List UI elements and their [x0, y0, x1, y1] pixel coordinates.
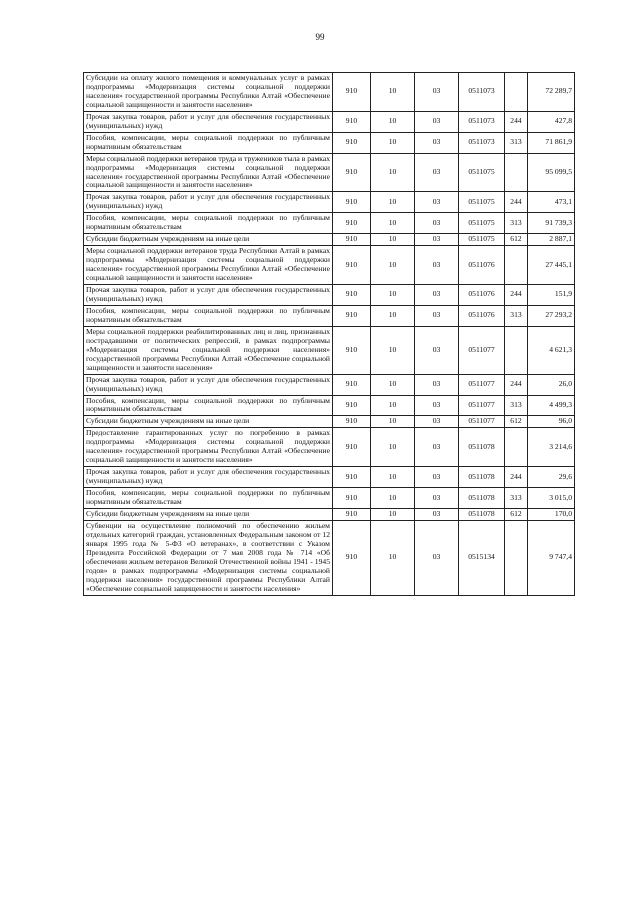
section-code-cell: 10	[371, 285, 415, 306]
target-article-cell: 0511076	[459, 246, 505, 285]
ministry-code-cell: 910	[333, 111, 371, 132]
row-name-cell: Меры социальной поддержки ветеранов труда и тружеников тыла в рамках подпрограммы «Модернизация системы социальной поддержки населения» государственной программы Республики Алтай «Обеспечение социальной защищенности и занятости населения»	[84, 153, 333, 192]
row-name-cell: Пособия, компенсации, меры социальной поддержки по публичным нормативным обязательствам	[84, 305, 333, 326]
target-article-cell: 0511075	[459, 213, 505, 234]
row-name-cell: Субвенции на осуществление полномочий по обеспечению жильем отдельных категорий граждан, установленных Федеральным законом от 12 января 1995 года № 5-ФЗ «О ветеранах», в соответствии с Указом Президента Российской Федерации от 7 мая 2008 года № 714 «Об обеспечении жильем ветеранов Великой Отечественной войны 1941 - 1945 годов» в рамках подпрограммы «Модернизация системы социальной поддержки населения» государственной программы Республики Алтай «Обеспечение социальной защищенности и занятости населения»	[84, 520, 333, 595]
subsection-code-cell: 03	[415, 467, 459, 488]
expense-type-cell: 313	[505, 488, 528, 509]
row-name-cell: Прочая закупка товаров, работ и услуг для обеспечения государственных (муниципальных) нужд	[84, 192, 333, 213]
section-code-cell: 10	[371, 246, 415, 285]
section-code-cell: 10	[371, 73, 415, 112]
amount-cell: 91 739,3	[528, 213, 575, 234]
amount-cell: 473,1	[528, 192, 575, 213]
target-article-cell: 0511077	[459, 395, 505, 416]
table-row	[84, 153, 575, 192]
ministry-code-cell: 910	[333, 192, 371, 213]
target-article-cell: 0511073	[459, 132, 505, 153]
table-row	[84, 428, 575, 467]
section-code-cell: 10	[371, 428, 415, 467]
target-article-cell: 0511077	[459, 374, 505, 395]
ministry-code-cell: 910	[333, 395, 371, 416]
amount-cell: 71 861,9	[528, 132, 575, 153]
subsection-code-cell: 03	[415, 111, 459, 132]
section-code-cell: 10	[371, 192, 415, 213]
amount-cell: 427,8	[528, 111, 575, 132]
section-code-cell: 10	[371, 488, 415, 509]
section-code-cell: 10	[371, 508, 415, 520]
ministry-code-cell: 910	[333, 326, 371, 374]
table-row	[84, 508, 575, 520]
subsection-code-cell: 03	[415, 285, 459, 306]
target-article-cell: 0511076	[459, 285, 505, 306]
subsection-code-cell: 03	[415, 192, 459, 213]
subsection-code-cell: 03	[415, 395, 459, 416]
table-row	[84, 305, 575, 326]
subsection-code-cell: 03	[415, 326, 459, 374]
row-name-cell: Предоставление гарантированных услуг по погребению в рамках подпрограммы «Модернизация системы социальной поддержки населения» государственной программы Республики Алтай «Обеспечение социальной защищенности и занятости населения»	[84, 428, 333, 467]
subsection-code-cell: 03	[415, 73, 459, 112]
row-name-cell: Субсидии бюджетным учреждениям на иные цели	[84, 234, 333, 246]
target-article-cell: 0511075	[459, 153, 505, 192]
row-name-cell: Меры социальной поддержки реабилитированных лиц и лиц, признанных пострадавшими от политических репрессий, в рамках подпрограммы «Модернизация системы социальной поддержки населения» государственной программы Республики Алтай «Обеспечение социальной защищенности и занятости населения»	[84, 326, 333, 374]
expense-type-cell: 244	[505, 467, 528, 488]
target-article-cell: 0511075	[459, 192, 505, 213]
row-name-cell: Прочая закупка товаров, работ и услуг для обеспечения государственных (муниципальных) нужд	[84, 467, 333, 488]
amount-cell: 9 747,4	[528, 520, 575, 595]
subsection-code-cell: 03	[415, 132, 459, 153]
target-article-cell: 0511073	[459, 73, 505, 112]
row-name-cell: Субсидии бюджетным учреждениям на иные цели	[84, 508, 333, 520]
expense-type-cell: 244	[505, 111, 528, 132]
subsection-code-cell: 03	[415, 488, 459, 509]
target-article-cell: 0511076	[459, 305, 505, 326]
expense-type-cell: 244	[505, 285, 528, 306]
target-article-cell: 0515134	[459, 520, 505, 595]
expense-type-cell: 612	[505, 508, 528, 520]
row-name-cell: Меры социальной поддержки ветеранов труда Республики Алтай в рамках подпрограммы «Модернизация системы социальной поддержки населения» государственной программы Республики Алтай «Обеспечение социальной защищенности и занятости населения»	[84, 246, 333, 285]
subsection-code-cell: 03	[415, 213, 459, 234]
subsection-code-cell: 03	[415, 153, 459, 192]
amount-cell: 96,0	[528, 416, 575, 428]
table-row	[84, 520, 575, 595]
table-row	[84, 285, 575, 306]
amount-cell: 27 445,1	[528, 246, 575, 285]
target-article-cell: 0511077	[459, 416, 505, 428]
ministry-code-cell: 910	[333, 213, 371, 234]
target-article-cell: 0511078	[459, 488, 505, 509]
ministry-code-cell: 910	[333, 132, 371, 153]
table-row	[84, 213, 575, 234]
expense-type-cell	[505, 153, 528, 192]
ministry-code-cell: 910	[333, 416, 371, 428]
ministry-code-cell: 910	[333, 520, 371, 595]
section-code-cell: 10	[371, 520, 415, 595]
expense-type-cell: 313	[505, 395, 528, 416]
table-row	[84, 416, 575, 428]
amount-cell: 4 499,3	[528, 395, 575, 416]
section-code-cell: 10	[371, 305, 415, 326]
expense-type-cell: 313	[505, 132, 528, 153]
page-number: 99	[315, 32, 325, 42]
amount-cell: 27 293,2	[528, 305, 575, 326]
ministry-code-cell: 910	[333, 305, 371, 326]
table-row	[84, 246, 575, 285]
ministry-code-cell: 910	[333, 285, 371, 306]
expense-type-cell	[505, 520, 528, 595]
ministry-code-cell: 910	[333, 246, 371, 285]
section-code-cell: 10	[371, 395, 415, 416]
amount-cell: 151,9	[528, 285, 575, 306]
row-name-cell: Пособия, компенсации, меры социальной поддержки по публичным нормативным обязательствам	[84, 213, 333, 234]
subsection-code-cell: 03	[415, 246, 459, 285]
table-row	[84, 395, 575, 416]
subsection-code-cell: 03	[415, 416, 459, 428]
expense-type-cell: 313	[505, 305, 528, 326]
table-row	[84, 132, 575, 153]
subsection-code-cell: 03	[415, 374, 459, 395]
row-name-cell: Субсидии на оплату жилого помещения и коммунальных услуг в рамках подпрограммы «Модернизация системы социальной поддержки населения» государственной программы Республики Алтай «Обеспечение социальной защищенности и занятости населения»	[84, 73, 333, 112]
expense-type-cell: 244	[505, 374, 528, 395]
row-name-cell: Прочая закупка товаров, работ и услуг для обеспечения государственных (муниципальных) нужд	[84, 285, 333, 306]
expense-type-cell	[505, 428, 528, 467]
row-name-cell: Прочая закупка товаров, работ и услуг для обеспечения государственных (муниципальных) нужд	[84, 111, 333, 132]
budget-table	[83, 72, 575, 596]
expense-type-cell	[505, 326, 528, 374]
section-code-cell: 10	[371, 467, 415, 488]
table-row	[84, 73, 575, 112]
table-row	[84, 467, 575, 488]
ministry-code-cell: 910	[333, 467, 371, 488]
subsection-code-cell: 03	[415, 508, 459, 520]
section-code-cell: 10	[371, 374, 415, 395]
row-name-cell: Пособия, компенсации, меры социальной поддержки по публичным нормативным обязательствам	[84, 395, 333, 416]
subsection-code-cell: 03	[415, 520, 459, 595]
ministry-code-cell: 910	[333, 428, 371, 467]
target-article-cell: 0511078	[459, 508, 505, 520]
table-row	[84, 192, 575, 213]
amount-cell: 72 289,7	[528, 73, 575, 112]
section-code-cell: 10	[371, 132, 415, 153]
expense-type-cell	[505, 73, 528, 112]
row-name-cell: Пособия, компенсации, меры социальной поддержки по публичным нормативным обязательствам	[84, 488, 333, 509]
expense-type-cell	[505, 246, 528, 285]
target-article-cell: 0511077	[459, 326, 505, 374]
table-row	[84, 374, 575, 395]
section-code-cell: 10	[371, 153, 415, 192]
table-row	[84, 111, 575, 132]
target-article-cell: 0511073	[459, 111, 505, 132]
section-code-cell: 10	[371, 213, 415, 234]
amount-cell: 26,0	[528, 374, 575, 395]
ministry-code-cell: 910	[333, 153, 371, 192]
expense-type-cell: 244	[505, 192, 528, 213]
section-code-cell: 10	[371, 111, 415, 132]
row-name-cell: Прочая закупка товаров, работ и услуг для обеспечения государственных (муниципальных) нужд	[84, 374, 333, 395]
amount-cell: 3 015,0	[528, 488, 575, 509]
amount-cell: 2 887,1	[528, 234, 575, 246]
amount-cell: 4 621,3	[528, 326, 575, 374]
ministry-code-cell: 910	[333, 234, 371, 246]
target-article-cell: 0511078	[459, 467, 505, 488]
table-row	[84, 326, 575, 374]
amount-cell: 170,0	[528, 508, 575, 520]
subsection-code-cell: 03	[415, 305, 459, 326]
row-name-cell: Субсидии бюджетным учреждениям на иные цели	[84, 416, 333, 428]
section-code-cell: 10	[371, 234, 415, 246]
target-article-cell: 0511075	[459, 234, 505, 246]
section-code-cell: 10	[371, 326, 415, 374]
table-row	[84, 488, 575, 509]
amount-cell: 95 099,5	[528, 153, 575, 192]
expense-type-cell: 612	[505, 416, 528, 428]
ministry-code-cell: 910	[333, 374, 371, 395]
ministry-code-cell: 910	[333, 508, 371, 520]
amount-cell: 29,6	[528, 467, 575, 488]
expense-type-cell: 313	[505, 213, 528, 234]
subsection-code-cell: 03	[415, 428, 459, 467]
expense-type-cell: 612	[505, 234, 528, 246]
ministry-code-cell: 910	[333, 488, 371, 509]
row-name-cell: Пособия, компенсации, меры социальной поддержки по публичным нормативным обязательствам	[84, 132, 333, 153]
target-article-cell: 0511078	[459, 428, 505, 467]
section-code-cell: 10	[371, 416, 415, 428]
table-row	[84, 234, 575, 246]
subsection-code-cell: 03	[415, 234, 459, 246]
ministry-code-cell: 910	[333, 73, 371, 112]
amount-cell: 3 214,6	[528, 428, 575, 467]
